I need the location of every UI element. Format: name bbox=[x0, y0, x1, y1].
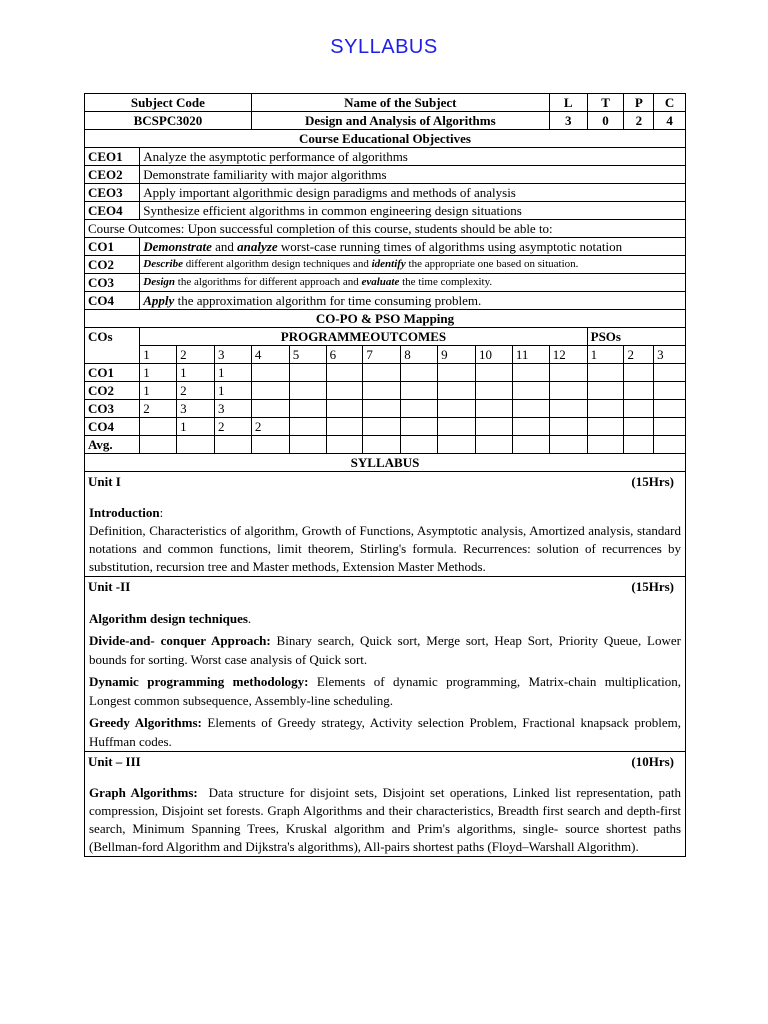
mapping-cell bbox=[587, 418, 624, 436]
mapping-cell bbox=[363, 418, 401, 436]
mapping-cell bbox=[438, 382, 476, 400]
mapping-cell bbox=[401, 400, 438, 418]
mapping-cell bbox=[289, 364, 326, 382]
outcome-number: 10 bbox=[476, 346, 513, 364]
outcome-number: 3 bbox=[214, 346, 251, 364]
mapping-cell bbox=[624, 382, 654, 400]
co-id: CO1 bbox=[85, 238, 140, 256]
mapping-cell bbox=[549, 382, 587, 400]
mapping-cell bbox=[654, 382, 686, 400]
mapping-cell bbox=[549, 400, 587, 418]
mapping-cell: 2 bbox=[140, 400, 177, 418]
subject-header-row bbox=[85, 94, 686, 112]
syllabus-title: SYLLABUS bbox=[85, 454, 686, 472]
ceo-row bbox=[85, 202, 686, 220]
mapping-cell bbox=[363, 364, 401, 382]
co-text-part: worst-case running times of algorithms using asymptotic notation bbox=[277, 239, 623, 254]
mapping-cell bbox=[140, 418, 177, 436]
mapping-cell bbox=[401, 418, 438, 436]
mapping-cell bbox=[438, 436, 476, 454]
mapping-cell bbox=[512, 364, 549, 382]
pso-label: PSOs bbox=[587, 328, 685, 346]
mapping-cell bbox=[476, 382, 513, 400]
co-text bbox=[140, 274, 686, 292]
mapping-cell bbox=[476, 436, 513, 454]
outcomes-intro-row bbox=[85, 220, 686, 238]
mapping-cell bbox=[549, 364, 587, 382]
subject-name-header: Name of the Subject bbox=[251, 94, 549, 112]
co-row bbox=[85, 292, 686, 310]
outcome-number: 2 bbox=[177, 346, 215, 364]
unit-content bbox=[85, 504, 685, 576]
topic-label: Divide-and- conquer Approach: bbox=[89, 633, 271, 648]
mapping-row-label: Avg. bbox=[85, 436, 140, 454]
co-text-part: the appropriate one based on situation. bbox=[405, 258, 579, 270]
mapping-cell bbox=[401, 364, 438, 382]
t-header: T bbox=[587, 94, 624, 112]
mapping-cell bbox=[289, 400, 326, 418]
outcomes-intro: Course Outcomes: Upon successful completion of this course, students should be able to: bbox=[85, 220, 686, 238]
unit-row bbox=[85, 752, 686, 857]
ceo-text: Synthesize efficient algorithms in common engineering design situations bbox=[140, 202, 686, 220]
outcome-number: 5 bbox=[289, 346, 326, 364]
co-text-part: the algorithms for different approach and bbox=[175, 276, 362, 288]
ceo-text: Demonstrate familiarity with major algorithms bbox=[140, 166, 686, 184]
intro-label: Introduction bbox=[89, 505, 160, 520]
co-emphasis: evaluate bbox=[361, 276, 400, 288]
co-id: CO4 bbox=[85, 292, 140, 310]
mapping-cell bbox=[251, 400, 289, 418]
mapping-cell bbox=[326, 436, 363, 454]
mapping-cell bbox=[363, 382, 401, 400]
outcome-number: 6 bbox=[326, 346, 363, 364]
co-emphasis: identify bbox=[371, 258, 406, 270]
mapping-cell: 2 bbox=[177, 382, 215, 400]
ceo-title: Course Educational Objectives bbox=[85, 130, 686, 148]
heading-dot: . bbox=[247, 611, 252, 626]
ceo-row bbox=[85, 148, 686, 166]
co-text bbox=[140, 256, 686, 274]
unit-2 bbox=[85, 577, 686, 752]
mapping-cell bbox=[476, 418, 513, 436]
unit-text: Definition, Characteristics of algorithm, Growth of Functions, Asymptotic analysis, Amortized analysis, standard notations and common functions, limit theorem, Stirling's formula. Recurrences: solution of recurrences by substitution, recursion tree and Master methods, Extension Master Methods. bbox=[89, 523, 681, 574]
co-emphasis: Design bbox=[143, 276, 176, 288]
mapping-cell bbox=[251, 382, 289, 400]
mapping-cell bbox=[654, 436, 686, 454]
ceo-id: CEO4 bbox=[85, 202, 140, 220]
mapping-cell: 1 bbox=[214, 382, 251, 400]
l-header: L bbox=[549, 94, 587, 112]
mapping-cell bbox=[326, 364, 363, 382]
mapping-cell bbox=[363, 400, 401, 418]
co-text-part: the approximation algorithm for time consuming problem. bbox=[174, 293, 482, 308]
mapping-cell bbox=[140, 436, 177, 454]
co-emphasis: Apply bbox=[143, 293, 175, 308]
mapping-row-label: CO4 bbox=[85, 418, 140, 436]
ceo-title-row bbox=[85, 130, 686, 148]
co-text-part: the time complexity. bbox=[399, 276, 493, 288]
ceo-id: CEO1 bbox=[85, 148, 140, 166]
topic-label: Greedy Algorithms: bbox=[89, 715, 202, 730]
co-text bbox=[140, 292, 686, 310]
co-text-part: different algorithm design techniques and bbox=[182, 258, 372, 270]
mapping-row bbox=[85, 436, 686, 454]
unit-content bbox=[85, 609, 685, 751]
mapping-cell bbox=[438, 364, 476, 382]
mapping-cell bbox=[251, 364, 289, 382]
mapping-cell bbox=[512, 382, 549, 400]
unit-heading: Algorithm design techniques bbox=[89, 611, 248, 626]
outcome-number: 3 bbox=[654, 346, 686, 364]
subject-value-row bbox=[85, 112, 686, 130]
mapping-cell bbox=[512, 418, 549, 436]
outcome-number: 8 bbox=[401, 346, 438, 364]
syllabus-table bbox=[84, 93, 686, 857]
topic-text: Data structure for disjoint sets, Disjoint set operations, Linked list representation, path compression, Disjoint set forests. Graph Algorithms and their characteristics, Breadth first search and depth-first search, Minimum Spanning Trees, Kruskal algorithm and Prim's algorithms, single- source shortest paths (Bellman-ford Algorithm and Dijkstra's algorithms), All-pairs shortest paths (Floyd–Warshall Algorithm). bbox=[89, 785, 685, 854]
topic-text: Elements of Greedy strategy, Activity selection Problem, Fractional knapsack problem, Huffman codes. bbox=[89, 715, 682, 749]
p-value: 2 bbox=[624, 112, 654, 130]
mapping-cell: 1 bbox=[177, 364, 215, 382]
mapping-cell bbox=[326, 382, 363, 400]
page-title: SYLLABUS bbox=[330, 36, 438, 58]
mapping-cell: 3 bbox=[177, 400, 215, 418]
mapping-cell: 1 bbox=[214, 364, 251, 382]
unit-content bbox=[85, 784, 685, 856]
outcome-number: 1 bbox=[140, 346, 177, 364]
co-row bbox=[85, 274, 686, 292]
co-text-part: and bbox=[211, 239, 238, 254]
mapping-row-label: CO2 bbox=[85, 382, 140, 400]
outcome-number: 9 bbox=[438, 346, 476, 364]
topic-label: Graph Algorithms: bbox=[89, 785, 198, 800]
co-emphasis: analyze bbox=[237, 239, 278, 254]
co-text bbox=[140, 238, 686, 256]
co-row bbox=[85, 256, 686, 274]
cos-label: COs bbox=[85, 328, 140, 364]
outcome-number: 11 bbox=[512, 346, 549, 364]
mapping-row bbox=[85, 364, 686, 382]
mapping-cell bbox=[326, 400, 363, 418]
c-value: 4 bbox=[654, 112, 686, 130]
mapping-cell bbox=[289, 436, 326, 454]
mapping-title-row bbox=[85, 310, 686, 328]
topic-text: Elements of dynamic programming, Matrix-chain multiplication, Longest common subsequence, Assembly-line scheduling. bbox=[89, 674, 681, 708]
topic-text: Binary search, Quick sort, Merge sort, Heap Sort, Priority Queue, Lower bounds for sorting. Worst case analysis of Quick sort. bbox=[89, 633, 681, 667]
unit-title: Unit I bbox=[88, 474, 121, 489]
co-emphasis: Demonstrate bbox=[143, 239, 212, 254]
mapping-cell bbox=[438, 418, 476, 436]
ceo-row bbox=[85, 166, 686, 184]
subject-name: Design and Analysis of Algorithms bbox=[251, 112, 549, 130]
mapping-cell bbox=[401, 436, 438, 454]
ceo-text: Apply important algorithmic design paradigms and methods of analysis bbox=[140, 184, 686, 202]
mapping-cell: 3 bbox=[214, 400, 251, 418]
intro-colon: : bbox=[159, 505, 164, 520]
mapping-cell bbox=[512, 400, 549, 418]
subject-code-header: Subject Code bbox=[85, 94, 252, 112]
mapping-row-label: CO1 bbox=[85, 364, 140, 382]
mapping-cell bbox=[587, 382, 624, 400]
unit-hours: (15Hrs) bbox=[631, 474, 674, 489]
ceo-id: CEO3 bbox=[85, 184, 140, 202]
mapping-cell bbox=[326, 418, 363, 436]
outcome-number: 7 bbox=[363, 346, 401, 364]
mapping-row bbox=[85, 400, 686, 418]
co-emphasis: Describe bbox=[143, 258, 183, 270]
mapping-cell bbox=[624, 436, 654, 454]
unit-3 bbox=[85, 752, 686, 857]
mapping-cell: 1 bbox=[140, 364, 177, 382]
mapping-cell bbox=[251, 436, 289, 454]
co-row bbox=[85, 238, 686, 256]
mapping-cell bbox=[654, 418, 686, 436]
mapping-title: CO-PO & PSO Mapping bbox=[85, 310, 686, 328]
c-header: C bbox=[654, 94, 686, 112]
unit-row bbox=[85, 577, 686, 752]
mapping-cell bbox=[624, 400, 654, 418]
unit-hours: (15Hrs) bbox=[631, 579, 674, 594]
syllabus-title-row bbox=[85, 454, 686, 472]
outcome-number: 12 bbox=[549, 346, 587, 364]
mapping-row bbox=[85, 418, 686, 436]
mapping-cell bbox=[476, 364, 513, 382]
mapping-cell bbox=[587, 400, 624, 418]
mapping-cell bbox=[549, 436, 587, 454]
outcome-number: 4 bbox=[251, 346, 289, 364]
mapping-cell: 1 bbox=[177, 418, 215, 436]
mapping-numbers-row bbox=[85, 346, 686, 364]
unit-row bbox=[85, 472, 686, 577]
mapping-cell bbox=[289, 418, 326, 436]
unit-header bbox=[85, 472, 685, 490]
mapping-cell bbox=[654, 364, 686, 382]
unit-title: Unit -II bbox=[88, 579, 131, 594]
mapping-cell bbox=[654, 400, 686, 418]
unit-title: Unit – III bbox=[88, 754, 141, 769]
mapping-body bbox=[85, 364, 686, 454]
p-header: P bbox=[624, 94, 654, 112]
po-label: PROGRAMMEOUTCOMES bbox=[140, 328, 587, 346]
mapping-cell bbox=[401, 382, 438, 400]
mapping-cell bbox=[624, 364, 654, 382]
unit-hours: (10Hrs) bbox=[631, 754, 674, 769]
mapping-header-row bbox=[85, 328, 686, 346]
mapping-cell bbox=[214, 436, 251, 454]
ceo-text: Analyze the asymptotic performance of algorithms bbox=[140, 148, 686, 166]
t-value: 0 bbox=[587, 112, 624, 130]
mapping-cell bbox=[512, 436, 549, 454]
ceo-id: CEO2 bbox=[85, 166, 140, 184]
co-id: CO2 bbox=[85, 256, 140, 274]
mapping-cell bbox=[289, 382, 326, 400]
unit-header bbox=[85, 577, 685, 595]
subject-code: BCSPC3020 bbox=[85, 112, 252, 130]
mapping-cell: 1 bbox=[140, 382, 177, 400]
ceo-row bbox=[85, 184, 686, 202]
l-value: 3 bbox=[549, 112, 587, 130]
mapping-row bbox=[85, 382, 686, 400]
mapping-cell bbox=[549, 418, 587, 436]
mapping-row-label: CO3 bbox=[85, 400, 140, 418]
mapping-cell bbox=[587, 364, 624, 382]
mapping-cell bbox=[177, 436, 215, 454]
mapping-cell bbox=[476, 400, 513, 418]
mapping-cell: 2 bbox=[214, 418, 251, 436]
mapping-cell bbox=[624, 418, 654, 436]
mapping-cell bbox=[438, 400, 476, 418]
unit-1 bbox=[85, 472, 686, 577]
mapping-cell bbox=[587, 436, 624, 454]
mapping-cell bbox=[363, 436, 401, 454]
unit-header bbox=[85, 752, 685, 770]
outcome-number: 1 bbox=[587, 346, 624, 364]
co-id: CO3 bbox=[85, 274, 140, 292]
outcome-number: 2 bbox=[624, 346, 654, 364]
mapping-cell: 2 bbox=[251, 418, 289, 436]
topic-label: Dynamic programming methodology: bbox=[89, 674, 309, 689]
